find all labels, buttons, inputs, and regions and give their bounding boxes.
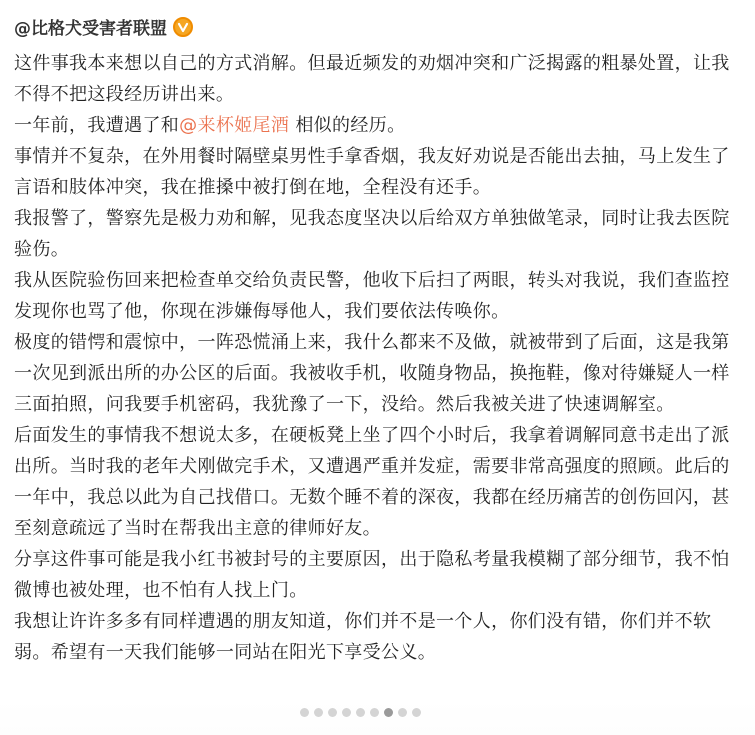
paragraph-3: 事情并不复杂，在外用餐时隔壁桌男性手拿香烟，我友好劝说是否能出去抽，马上发生了言语和肢体冲突，我在推搡中被打倒在地，全程没有还手。 [14,146,730,198]
paragraph-1: 这件事我本来想以自己的方式消解。但最近频发的劝烟冲突和广泛揭露的粗暴处置，让我不得不把这段经历讲出来。 [14,53,730,105]
pager-dot[interactable] [398,708,407,717]
paragraph-6: 极度的错愕和震惊中，一阵恐慌涌上来，我什么都来不及做，就被带到了后面，这是我第一次见到派出所的办公区的后面。我被收手机，收随身物品，换拖鞋，像对待嫌疑人一样三面拍照，问我要手机密码，我犹豫了一下，没给。然后我被关进了快速调解室。 [14,332,730,415]
pager-dot[interactable] [328,708,337,717]
paragraph-4: 我报警了，警察先是极力劝和解，见我态度坚决以后给双方单独做笔录，同时让我去医院验伤。 [14,208,730,260]
paragraph-8: 分享这件事可能是我小红书被封号的主要原因，出于隐私考量我模糊了部分细节，我不怕微博也被处理，也不怕有人找上门。 [14,549,730,601]
next-content-peek [0,729,755,735]
paragraph-5: 我从医院验伤回来把检查单交给负责民警，他收下后扫了两眼，转头对我说，我们查监控发现你也骂了他，你现在涉嫌侮辱他人，我们要依法传唤你。 [14,270,730,322]
paragraph-2-after: 相似的经历。 [289,115,406,136]
image-pager[interactable] [300,708,421,717]
paragraph-9: 我想让许许多多有同样遭遇的朋友知道，你们并不是一个人，你们没有错，你们并不软弱。希望有一天我们能够一同站在阳光下享受公义。 [14,611,712,663]
pager-dot[interactable] [300,708,309,717]
paragraph-7: 后面发生的事情我不想说太多，在硬板凳上坐了四个小时后，我拿着调解同意书走出了派出所。当时我的老年犬刚做完手术，又遭遇严重并发症，需要非常高强度的照顾。此后的一年中，我总以此为自己找借口。无数个睡不着的深夜，我都在经历痛苦的创伤回闪，甚至刻意疏远了当时在帮我出主意的律师好友。 [14,425,730,539]
author-name[interactable]: @比格犬受害者联盟 [14,19,167,39]
pager-dot[interactable] [356,708,365,717]
paragraph-2-before: 一年前，我遭遇了和 [14,115,180,136]
verified-v-icon [173,17,193,37]
pager-dot[interactable] [412,708,421,717]
paragraph-2 [14,110,738,141]
post-author[interactable] [14,14,193,39]
pager-dot[interactable] [314,708,323,717]
post-body [14,48,738,668]
pager-dot[interactable] [342,708,351,717]
mention-link[interactable]: @来杯姬尾酒 [179,115,290,136]
pager-dot[interactable] [370,708,379,717]
pager-dot[interactable] [384,708,393,717]
